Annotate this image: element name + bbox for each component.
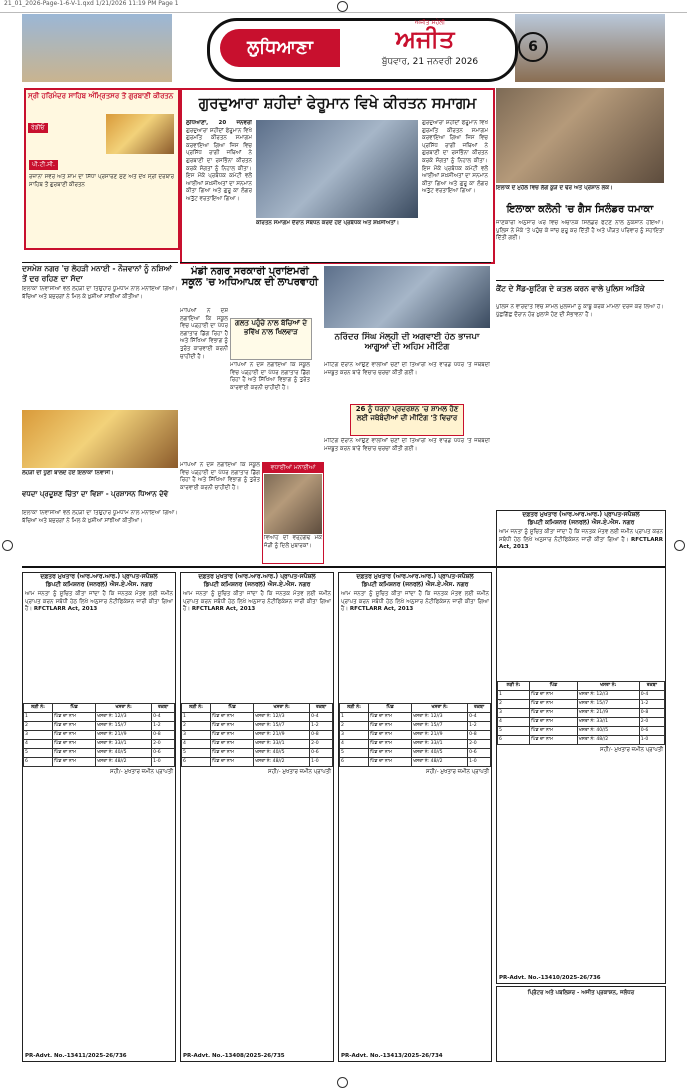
registration-mark-icon — [337, 1077, 348, 1088]
issue-date: ਬੁੱਧਵਾਰ, 21 ਜਨਵਰੀ 2026 — [381, 57, 479, 67]
table-row: 2 ਪਿੰਡ ਦਾ ਨਾਮ ਖਸਰਾ ਨੰ: 15//7 1-2 — [24, 722, 175, 731]
notice-3: ਦਫ਼ਤਰ ਮੁਖਤਾਰ (ਆਰ.ਆਰ.ਆਰ.) ਪ੍ਰਾਪਤ-ਸਪੈਸ਼ਲ ਡਿਪਟੀ ਕਮਿਸ਼ਨਰ (ਜਨਰਲ) ਐਸ.ਏ.ਐਸ. ਨਗਰ ਆਮ ਜਨਤਾ ਨੂੰ ਸੂਚਿਤ ਕੀਤਾ ਜਾਂਦਾ ਹੈ ਕਿ ਜਨਤਕ ਮੰਤਵ ਲਈ ਜ਼ਮੀਨ ਪ੍ਰਾਪਤ ਕਰਨ ਸਬੰਧੀ ਹੇਠ ਲਿਖੇ ਅਨੁਸਾਰ ਨੋਟੀਫਿਕੇਸ਼ਨ ਜਾਰੀ ਕੀਤਾ ਗਿਆ ਹੈ। RFCTLARR Act, 2013 ਲੜੀ ਨੰ: ਪਿੰਡ ਖਸਰਾ ਨੰ: ਰਕਬਾ 1 ਪਿੰਡ ਦਾ ਨਾਮ ਖਸਰਾ ਨੰ: 12//3 0-4 2 ਪਿੰਡ ਦਾ ਨਾਮ ਖਸਰਾ ਨੰ: 15//7 1-2 3 ਪਿੰਡ ਦਾ ਨਾਮ ਖਸਰਾ ਨੰ: 21//9 0-8 4 ਪਿੰਡ ਦਾ ਨਾਮ ਖਸਰਾ ਨੰ: 33//1 2-0 5 ਪਿੰਡ ਦਾ ਨਾਮ ਖਸਰਾ ਨੰ: 40//5 0-6 6 ਪਿੰਡ ਦਾ ਨਾਮ ਖਸਰਾ ਨੰ: 48//2 1-0 ਸਹੀ/- ਮੁਖਤਾਰ ਜ਼ਮੀਨ ਪ੍ਰਾਪਤੀ PR-Advt. No.-13413/2025-26/734 — [338, 572, 492, 1062]
table-row: 3 ਪਿੰਡ ਦਾ ਨਾਮ ਖਸਰਾ ਨੰ: 21//9 0-8 — [182, 731, 333, 740]
lohri-caption: ਲੋਹੜੀ ਦੀ ਧੂਣੀ ਬਾਲਦੇ ਹੋਏ ਇਲਾਕਾ ਨਿਵਾਸੀ। — [22, 470, 114, 476]
table-row: 2 ਪਿੰਡ ਦਾ ਨਾਮ ਖਸਰਾ ਨੰ: 15//7 1-2 — [340, 722, 491, 731]
mid-left-headline: ਦਸਮੇਸ਼ ਨਗਰ 'ਚ ਲੋਹੜੀ ਮਨਾਈ - ਨੌਜਵਾਨਾਂ ਨੂੰ ਨਸ਼ਿਆਂ ਤੋਂ ਦੂਰ ਰਹਿਣ ਦਾ ਸੱਦਾ — [22, 264, 172, 282]
table-row: 3 ਪਿੰਡ ਦਾ ਨਾਮ ਖਸਰਾ ਨੰ: 21//9 0-8 — [24, 731, 175, 740]
notice-1: ਦਫ਼ਤਰ ਮੁਖਤਾਰ (ਆਰ.ਆਰ.ਆਰ.) ਪ੍ਰਾਪਤ-ਸਪੈਸ਼ਲ ਡਿਪਟੀ ਕਮਿਸ਼ਨਰ (ਜਨਰਲ) ਐਸ.ਏ.ਐਸ. ਨਗਰ ਆਮ ਜਨਤਾ ਨੂੰ ਸੂਚਿਤ ਕੀਤਾ ਜਾਂਦਾ ਹੈ ਕਿ ਜਨਤਕ ਮੰਤਵ ਲਈ ਜ਼ਮੀਨ ਪ੍ਰਾਪਤ ਕਰਨ ਸਬੰਧੀ ਹੇਠ ਲਿਖੇ ਅਨੁਸਾਰ ਨੋਟੀਫਿਕੇਸ਼ਨ ਜਾਰੀ ਕੀਤਾ ਗਿਆ ਹੈ। RFCTLARR Act, 2013 ਲੜੀ ਨੰ: ਪਿੰਡ ਖਸਰਾ ਨੰ: ਰਕਬਾ 1 ਪਿੰਡ ਦਾ ਨਾਮ ਖਸਰਾ ਨੰ: 12//3 0-4 2 ਪਿੰਡ ਦਾ ਨਾਮ ਖਸਰਾ ਨੰ: 15//7 1-2 3 ਪਿੰਡ ਦਾ ਨਾਮ ਖਸਰਾ ਨੰ: 21//9 0-8 4 ਪਿੰਡ ਦਾ ਨਾਮ ਖਸਰਾ ਨੰ: 33//1 2-0 5 ਪਿੰਡ ਦਾ ਨਾਮ ਖਸਰਾ ਨੰ: 40//5 0-6 6 ਪਿੰਡ ਦਾ ਨਾਮ ਖਸਰਾ ਨੰ: 48//2 1-0 ਸਹੀ/- ਮੁਖਤਾਰ ਜ਼ਮੀਨ ਪ੍ਰਾਪਤੀ PR-Advt. No.-13411/2025-26/736 — [22, 572, 176, 1062]
table-row: 4 ਪਿੰਡ ਦਾ ਨਾਮ ਖਸਰਾ ਨੰ: 33//1 2-0 — [24, 740, 175, 749]
school-headline: ਮੰਡੀ ਨਗਰ ਸਰਕਾਰੀ ਪ੍ਰਾਇਮਰੀ ਸਕੂਲ 'ਚ ਅਧਿਆਪਕ ਦੀ ਲਾਪਰਵਾਹੀ — [181, 266, 319, 288]
masthead — [22, 14, 665, 82]
notice-table: ਲੜੀ ਨੰ: ਪਿੰਡ ਖਸਰਾ ਨੰ: ਰਕਬਾ 1 ਪਿੰਡ ਦਾ ਨਾਮ ਖਸਰਾ ਨੰ: 12//3 0-4 2 ਪਿੰਡ ਦਾ ਨਾਮ ਖਸਰਾ ਨੰ: 15//7 1-2 3 ਪਿੰਡ ਦਾ ਨਾਮ ਖਸਰਾ ਨੰ: 21//9 0-8 4 ਪਿੰਡ ਦਾ ਨਾਮ ਖਸਰਾ ਨੰ: 33//1 2-0 5 ਪਿੰਡ ਦਾ ਨਾਮ ਖਸਰਾ ਨੰ: 40//5 0-6 6 ਪਿੰਡ ਦਾ ਨਾਮ ਖਸਰਾ ਨੰ: 48//2 1-0 — [339, 703, 491, 767]
table-row: 1 ਪਿੰਡ ਦਾ ਨਾਮ ਖਸਰਾ ਨੰ: 12//3 0-4 — [340, 713, 491, 722]
left-advert — [24, 88, 180, 250]
registration-mark-icon — [2, 540, 13, 551]
notice-signoff: ਸਹੀ/- ਮੁਖਤਾਰ ਜ਼ਮੀਨ ਪ੍ਰਾਪਤੀ — [110, 769, 173, 775]
advert-title: ਸ੍ਰੀ ਹਰਿਮੰਦਰ ਸਾਹਿਬ ਅੰਮ੍ਰਿਤਸਰ ਤੋਂ ਗੁਰਬਾਣੀ ਕੀਰਤਨ — [28, 92, 174, 100]
notice-2: ਦਫ਼ਤਰ ਮੁਖਤਾਰ (ਆਰ.ਆਰ.ਆਰ.) ਪ੍ਰਾਪਤ-ਸਪੈਸ਼ਲ ਡਿਪਟੀ ਕਮਿਸ਼ਨਰ (ਜਨਰਲ) ਐਸ.ਏ.ਐਸ. ਨਗਰ ਆਮ ਜਨਤਾ ਨੂੰ ਸੂਚਿਤ ਕੀਤਾ ਜਾਂਦਾ ਹੈ ਕਿ ਜਨਤਕ ਮੰਤਵ ਲਈ ਜ਼ਮੀਨ ਪ੍ਰਾਪਤ ਕਰਨ ਸਬੰਧੀ ਹੇਠ ਲਿਖੇ ਅਨੁਸਾਰ ਨੋਟੀਫਿਕੇਸ਼ਨ ਜਾਰੀ ਕੀਤਾ ਗਿਆ ਹੈ। RFCTLARR Act, 2013 ਲੜੀ ਨੰ: ਪਿੰਡ ਖਸਰਾ ਨੰ: ਰਕਬਾ 1 ਪਿੰਡ ਦਾ ਨਾਮ ਖਸਰਾ ਨੰ: 12//3 0-4 2 ਪਿੰਡ ਦਾ ਨਾਮ ਖਸਰਾ ਨੰ: 15//7 1-2 3 ਪਿੰਡ ਦਾ ਨਾਮ ਖਸਰਾ ਨੰ: 21//9 0-8 4 ਪਿੰਡ ਦਾ ਨਾਮ ਖਸਰਾ ਨੰ: 33//1 2-0 5 ਪਿੰਡ ਦਾ ਨਾਮ ਖਸਰਾ ਨੰ: 40//5 0-6 6 ਪਿੰਡ ਦਾ ਨਾਮ ਖਸਰਾ ਨੰ: 48//2 1-0 ਸਹੀ/- ਮੁਖਤਾਰ ਜ਼ਮੀਨ ਪ੍ਰਾਪਤੀ PR-Advt. No.-13408/2025-26/735 — [180, 572, 334, 1062]
right-top-photo — [496, 88, 664, 183]
divider — [496, 280, 664, 281]
registration-mark-icon — [337, 1, 348, 12]
table-row: 1 ਪਿੰਡ ਦਾ ਨਾਮ ਖਸਰਾ ਨੰ: 12//3 0-4 — [24, 713, 175, 722]
masthead-logo — [207, 18, 518, 82]
table-row: 6 ਪਿੰਡ ਦਾ ਨਾਮ ਖਸਰਾ ਨੰ: 48//2 1-0 — [24, 758, 175, 767]
pr-ref: PR-Advt. No.-13408/2025-26/735 — [183, 1053, 285, 1059]
notice-4: ਦਫ਼ਤਰ ਮੁਖਤਾਰ (ਆਰ.ਆਰ.ਆਰ.) ਪ੍ਰਾਪਤ-ਸਪੈਸ਼ਲ ਡਿਪਟੀ ਕਮਿਸ਼ਨਰ (ਜਨਰਲ) ਐਸ.ਏ.ਐਸ. ਨਗਰ ਆਮ ਜਨਤਾ ਨੂੰ ਸੂਚਿਤ ਕੀਤਾ ਜਾਂਦਾ ਹੈ ਕਿ ਜਨਤਕ ਮੰਤਵ ਲਈ ਜ਼ਮੀਨ ਪ੍ਰਾਪਤ ਕਰਨ ਸਬੰਧੀ ਹੇਠ ਲਿਖੇ ਅਨੁਸਾਰ ਨੋਟੀਫਿਕੇਸ਼ਨ ਜਾਰੀ ਕੀਤਾ ਗਿਆ ਹੈ। RFCTLARR Act, 2013 ਲੜੀ ਨੰ: ਪਿੰਡ ਖਸਰਾ ਨੰ: ਰਕਬਾ 1 ਪਿੰਡ ਦਾ ਨਾਮ ਖਸਰਾ ਨੰ: 12//3 0-4 2 ਪਿੰਡ ਦਾ ਨਾਮ ਖਸਰਾ ਨੰ: 15//7 1-2 3 ਪਿੰਡ ਦਾ ਨਾਮ ਖਸਰਾ ਨੰ: 21//9 0-8 4 ਪਿੰਡ ਦਾ ਨਾਮ ਖਸਰਾ ਨੰ: 33//1 2-0 5 ਪਿੰਡ ਦਾ ਨਾਮ ਖਸਰਾ ਨੰ: 40//5 0-6 6 ਪਿੰਡ ਦਾ ਨਾਮ ਖਸਰਾ ਨੰ: 48//2 1-0 ਸਹੀ/- ਮੁਖਤਾਰ ਜ਼ਮੀਨ ਪ੍ਰਾਪਤੀ PR-Advt. No.-13410/2025-26/736 — [496, 510, 666, 984]
lohri-photo — [22, 410, 178, 468]
page-number: 6 — [518, 32, 548, 62]
notice-table: ਲੜੀ ਨੰ: ਪਿੰਡ ਖਸਰਾ ਨੰ: ਰਕਬਾ 1 ਪਿੰਡ ਦਾ ਨਾਮ ਖਸਰਾ ਨੰ: 12//3 0-4 2 ਪਿੰਡ ਦਾ ਨਾਮ ਖਸਰਾ ਨੰ: 15//7 1-2 3 ਪਿੰਡ ਦਾ ਨਾਮ ਖਸਰਾ ਨੰ: 21//9 0-8 4 ਪਿੰਡ ਦਾ ਨਾਮ ਖਸਰਾ ਨੰ: 33//1 2-0 5 ਪਿੰਡ ਦਾ ਨਾਮ ਖਸਰਾ ਨੰ: 40//5 0-6 6 ਪਿੰਡ ਦਾ ਨਾਮ ਖਸਰਾ ਨੰ: 48//2 1-0 — [181, 703, 333, 767]
lead-dateline: ਲੁਧਿਆਣਾ, 20 ਜਨਵਰੀ — [186, 120, 252, 126]
lead-photo — [256, 120, 418, 218]
table-row: 5 ਪਿੰਡ ਦਾ ਨਾਮ ਖਸਰਾ ਨੰ: 40//5 0-6 — [340, 749, 491, 758]
divider — [180, 262, 491, 263]
section-name: ਲੁਧਿਆਣਾ — [220, 29, 340, 67]
right-top-headline: ਇਲਾਕਾ ਕਲੋਨੀ 'ਚ ਗੈਸ ਸਿਲੰਡਰ ਧਮਾਕਾ — [506, 204, 654, 215]
lead-body-col2: ਗੁਰਦੁਆਰਾ ਸ਼ਹੀਦਾਂ ਫੇਰੂਮਾਨ ਵਿਖੇ ਗੁਰਮਤਿ ਕੀਰਤਨ ਸਮਾਗਮ ਕਰਵਾਇਆ ਗਿਆ ਜਿਸ ਵਿਚ ਪ੍ਰਸਿੱਧ ਰਾਗੀ ਜਥਿਆਂ ਨੇ ਗੁਰਬਾਣੀ ਦਾ ਰਸਭਿੰਨਾ ਕੀਰਤਨ ਕਰਕੇ ਸੰਗਤਾਂ ਨੂੰ ਨਿਹਾਲ ਕੀਤਾ। ਇਸ ਮੌਕੇ ਪ੍ਰਬੰਧਕ ਕਮੇਟੀ ਵਲੋਂ ਆਈਆਂ ਸ਼ਖ਼ਸੀਅਤਾਂ ਦਾ ਸਨਮਾਨ ਕੀਤਾ ਗਿਆ ਅਤੇ ਗੁਰੂ ਕਾ ਲੰਗਰ ਅਤੁੱਟ ਵਰਤਾਇਆ ਗਿਆ। — [422, 120, 488, 195]
table-row: 6 ਪਿੰਡ ਦਾ ਨਾਮ ਖਸਰਾ ਨੰ: 48//2 1-0 — [182, 758, 333, 767]
table-row: 4 ਪਿੰਡ ਦਾ ਨਾਮ ਖਸਰਾ ਨੰ: 33//1 2-0 — [498, 718, 665, 727]
mid-left-body: ਇਲਾਕਾ ਨਿਵਾਸੀਆਂ ਵਲੋਂ ਲੋਹੜੀ ਦਾ ਤਿਉਹਾਰ ਧੂਮਧਾਮ ਨਾਲ ਮਨਾਇਆ ਗਿਆ। ਬੱਚਿਆਂ ਅਤੇ ਬਜ਼ੁਰਗਾਂ ਨੇ ਮਿਲ ਕੇ ਖ਼ੁਸ਼ੀਆਂ ਸਾਂਝੀਆਂ ਕੀਤੀਆਂ। — [22, 286, 178, 300]
right-top-caption: ਇਲਾਕੇ ਦੇ ਮੁਹੱਲੇ ਵਿਚ ਲੱਗੇ ਕੂੜੇ ਦੇ ਢੇਰ ਅਤੇ ਪ੍ਰੇਸ਼ਾਨ ਲੋਕ। — [496, 185, 613, 191]
right-mid-headline: ਕੈਂਟ ਦੇ ਸੈਂਡ-ਸ਼ੂਟਿੰਗ ਦੇ ਕਤਲ ਕਰਨ ਵਾਲੇ ਪੁਲਿਸ ਅੜਿੱਕੇ — [496, 284, 645, 293]
table-row: 1 ਪਿੰਡ ਦਾ ਨਾਮ ਖਸਰਾ ਨੰ: 12//3 0-4 — [182, 713, 333, 722]
bjp-body: ਮੀਟਿੰਗ ਦੌਰਾਨ ਆਉਣ ਵਾਲੀਆਂ ਚੋਣਾਂ ਦੀ ਤਿਆਰੀ ਅਤੇ ਵਾਰਡ ਪੱਧਰ 'ਤੇ ਜਥੇਬੰਦੀ ਮਜ਼ਬੂਤ ਕਰਨ ਬਾਰੇ ਵਿਚਾਰ ਚਰਚਾ ਕੀਤੀ ਗਈ। — [324, 362, 490, 376]
advert-body: ਰੋਜ਼ਾਨਾ ਸਵੇਰੇ ਅਤੇ ਸ਼ਾਮ ਦਾ ਸਿੱਧਾ ਪ੍ਰਸਾਰਣ ਸੁਣੋ ਅਤੇ ਦੇਖੋ ਸ੍ਰੀ ਦਰਬਾਰ ਸਾਹਿਬ ਤੋਂ ਗੁਰਬਾਣੀ ਕੀਰਤਨ — [29, 174, 174, 188]
masthead-photo-left — [22, 14, 172, 82]
table-row: 2 ਪਿੰਡ ਦਾ ਨਾਮ ਖਸਰਾ ਨੰ: 15//7 1-2 — [498, 700, 665, 709]
table-row: 6 ਪਿੰਡ ਦਾ ਨਾਮ ਖਸਰਾ ਨੰ: 48//2 1-0 — [498, 736, 665, 745]
bjp-headline: ਨਰਿੰਦਰ ਸਿੰਘ ਮੱਲ੍ਹੀ ਦੀ ਅਗਵਾਈ ਹੇਠ ਭਾਜਪਾ ਆਗੂਆਂ ਦੀ ਅਹਿਮ ਮੀਟਿੰਗ — [334, 332, 480, 352]
advert-label-radio: ਰੇਡੀਓ — [28, 123, 48, 133]
lead-story — [180, 88, 495, 264]
pr-ref: PR-Advt. No.-13410/2025-26/736 — [499, 975, 601, 981]
mid-left-body2: ਇਲਾਕਾ ਨਿਵਾਸੀਆਂ ਵਲੋਂ ਲੋਹੜੀ ਦਾ ਤਿਉਹਾਰ ਧੂਮਧਾਮ ਨਾਲ ਮਨਾਇਆ ਗਿਆ। ਬੱਚਿਆਂ ਅਤੇ ਬਜ਼ੁਰਗਾਂ ਨੇ ਮਿਲ ਕੇ ਖ਼ੁਸ਼ੀਆਂ ਸਾਂਝੀਆਂ ਕੀਤੀਆਂ। — [22, 510, 178, 524]
table-row: 5 ਪਿੰਡ ਦਾ ਨਾਮ ਖਸਰਾ ਨੰ: 40//5 0-6 — [182, 749, 333, 758]
table-row: 4 ਪਿੰਡ ਦਾ ਨਾਮ ਖਸਰਾ ਨੰ: 33//1 2-0 — [340, 740, 491, 749]
table-row: 3 ਪਿੰਡ ਦਾ ਨਾਮ ਖਸਰਾ ਨੰ: 21//9 0-8 — [498, 709, 665, 718]
anniversary-caption: ਵਿਆਹ ਦੀ ਵਰ੍ਹੇਗੰਢ ਮੌਕੇ ਜੋੜੀ ਨੂੰ ਦਿਲੋਂ ਮੁਬਾਰਕਾਂ। — [264, 535, 322, 549]
pr-ref: PR-Advt. No.-13411/2025-26/736 — [25, 1053, 127, 1059]
table-row: 6 ਪਿੰਡ ਦਾ ਨਾਮ ਖਸਰਾ ਨੰ: 48//2 1-0 — [340, 758, 491, 767]
pr-ref: PR-Advt. No.-13413/2025-26/734 — [341, 1053, 443, 1059]
brand-name: ਅਜੀਤ — [395, 25, 455, 53]
imprint-box — [496, 986, 666, 1062]
lead-caption: ਕੀਰਤਨ ਸਮਾਗਮ ਦੌਰਾਨ ਸੰਬੋਧਨ ਕਰਦੇ ਹੋਏ ਪ੍ਰਬੰਧਕ ਅਤੇ ਸ਼ਖ਼ਸੀਅਤਾਂ। — [256, 220, 400, 226]
divider — [22, 262, 178, 263]
table-row: 4 ਪਿੰਡ ਦਾ ਨਾਮ ਖਸਰਾ ਨੰ: 33//1 2-0 — [182, 740, 333, 749]
bjp-meeting-photo — [324, 266, 490, 328]
bjp-subhead: 26 ਨੂੰ ਧਰਨਾ ਪ੍ਰਦਰਸ਼ਨ 'ਚ ਸ਼ਾਮਲ ਹੋਣ ਲਈ ਜਥੇਬੰਦੀਆਂ ਦੀ ਮੀਟਿੰਗ 'ਤੇ ਵਿਚਾਰ — [350, 404, 464, 436]
lead-headline: ਗੁਰਦੁਆਰਾ ਸ਼ਹੀਦਾਂ ਫੇਰੂਮਾਨ ਵਿਖੇ ਕੀਰਤਨ ਸਮਾਗਮ — [198, 94, 477, 112]
advert-label-ptc: ਪੀ.ਟੀ.ਸੀ. — [29, 160, 58, 170]
anniversary-box — [262, 462, 324, 564]
notice-table: ਲੜੀ ਨੰ: ਪਿੰਡ ਖਸਰਾ ਨੰ: ਰਕਬਾ 1 ਪਿੰਡ ਦਾ ਨਾਮ ਖਸਰਾ ਨੰ: 12//3 0-4 2 ਪਿੰਡ ਦਾ ਨਾਮ ਖਸਰਾ ਨੰ: 15//7 1-2 3 ਪਿੰਡ ਦਾ ਨਾਮ ਖਸਰਾ ਨੰ: 21//9 0-8 4 ਪਿੰਡ ਦਾ ਨਾਮ ਖਸਰਾ ਨੰ: 33//1 2-0 5 ਪਿੰਡ ਦਾ ਨਾਮ ਖਸਰਾ ਨੰ: 40//5 0-6 6 ਪਿੰਡ ਦਾ ਨਾਮ ਖਸਰਾ ਨੰ: 48//2 1-0 — [497, 681, 665, 745]
print-slug: 21_01_2026-Page-1-6-V-1.qxd 1/21/2026 11:19 PM Page 1 — [0, 0, 687, 13]
couple-photo — [264, 474, 322, 534]
table-row: 5 ਪਿੰਡ ਦਾ ਨਾਮ ਖਸਰਾ ਨੰ: 40//5 0-6 — [24, 749, 175, 758]
school-body-col1: ਮਾਪਿਆਂ ਨੇ ਦੋਸ਼ ਲਗਾਇਆ ਕਿ ਸਕੂਲ ਵਿਚ ਪੜ੍ਹਾਈ ਦਾ ਪੱਧਰ ਲਗਾਤਾਰ ਡਿੱਗ ਰਿਹਾ ਹੈ ਅਤੇ ਸਿੱਖਿਆ ਵਿਭਾਗ ਨੂੰ ਤੁਰੰਤ ਕਾਰਵਾਈ ਕਰਨੀ ਚਾਹੀਦੀ ਹੈ। — [180, 308, 228, 360]
school-body-col2: ਮਾਪਿਆਂ ਨੇ ਦੋਸ਼ ਲਗਾਇਆ ਕਿ ਸਕੂਲ ਵਿਚ ਪੜ੍ਹਾਈ ਦਾ ਪੱਧਰ ਲਗਾਤਾਰ ਡਿੱਗ ਰਿਹਾ ਹੈ ਅਤੇ ਸਿੱਖਿਆ ਵਿਭਾਗ ਨੂੰ ਤੁਰੰਤ ਕਾਰਵਾਈ ਕਰਨੀ ਚਾਹੀਦੀ ਹੈ। — [230, 362, 310, 391]
bjp-body2: ਮੀਟਿੰਗ ਦੌਰਾਨ ਆਉਣ ਵਾਲੀਆਂ ਚੋਣਾਂ ਦੀ ਤਿਆਰੀ ਅਤੇ ਵਾਰਡ ਪੱਧਰ 'ਤੇ ਜਥੇਬੰਦੀ ਮਜ਼ਬੂਤ ਕਰਨ ਬਾਰੇ ਵਿਚਾਰ ਚਰਚਾ ਕੀਤੀ ਗਈ। — [324, 438, 490, 452]
lead-body-col1: ਲੁਧਿਆਣਾ, 20 ਜਨਵਰੀ ਗੁਰਦੁਆਰਾ ਸ਼ਹੀਦਾਂ ਫੇਰੂਮਾਨ ਵਿਖੇ ਗੁਰਮਤਿ ਕੀਰਤਨ ਸਮਾਗਮ ਕਰਵਾਇਆ ਗਿਆ ਜਿਸ ਵਿਚ ਪ੍ਰਸਿੱਧ ਰਾਗੀ ਜਥਿਆਂ ਨੇ ਗੁਰਬਾਣੀ ਦਾ ਰਸਭਿੰਨਾ ਕੀਰਤਨ ਕਰਕੇ ਸੰਗਤਾਂ ਨੂੰ ਨਿਹਾਲ ਕੀਤਾ। ਇਸ ਮੌਕੇ ਪ੍ਰਬੰਧਕ ਕਮੇਟੀ ਵਲੋਂ ਆਈਆਂ ਸ਼ਖ਼ਸੀਅਤਾਂ ਦਾ ਸਨਮਾਨ ਕੀਤਾ ਗਿਆ ਅਤੇ ਗੁਰੂ ਕਾ ਲੰਗਰ ਅਤੁੱਟ ਵਰਤਾਇਆ ਗਿਆ। — [186, 120, 252, 202]
registration-mark-icon — [674, 540, 685, 551]
anniversary-label: ਵਧਾਈਆਂ ਮਨਾਈਆਂ — [263, 463, 323, 473]
notice-intro: ਆਮ ਜਨਤਾ ਨੂੰ ਸੂਚਿਤ ਕੀਤਾ ਜਾਂਦਾ ਹੈ ਕਿ ਜਨਤਕ ਮੰਤਵ ਲਈ ਜ਼ਮੀਨ ਪ੍ਰਾਪਤ ਕਰਨ ਸਬੰਧੀ ਹੇਠ ਲਿਖੇ ਅਨੁਸਾਰ ਨੋਟੀਫਿਕੇਸ਼ਨ ਜਾਰੀ ਕੀਤਾ ਗਿਆ ਹੈ। RFCTLARR Act, 2013 — [25, 591, 173, 613]
mid-left-headline2: ਵਧਦਾ ਪ੍ਰਦੂਸ਼ਣ ਚਿੰਤਾ ਦਾ ਵਿਸ਼ਾ - ਪ੍ਰਸ਼ਾਸਨ ਧਿਆਨ ਦੇਵੇ — [22, 490, 169, 498]
table-row: 3 ਪਿੰਡ ਦਾ ਨਾਮ ਖਸਰਾ ਨੰ: 21//9 0-8 — [340, 731, 491, 740]
right-mid-body: ਪੁਲਿਸ ਨੇ ਵਾਰਦਾਤ ਵਿਚ ਸ਼ਾਮਲ ਮੁਲਜ਼ਮਾਂ ਨੂੰ ਕਾਬੂ ਕਰਕੇ ਮਾਮਲਾ ਦਰਜ ਕਰ ਲਿਆ ਹੈ। ਪੁੱਛਗਿੱਛ ਦੌਰਾਨ ਹੋਰ ਖ਼ੁਲਾਸੇ ਹੋਣ ਦੀ ਸੰਭਾਵਨਾ ਹੈ। — [496, 304, 664, 318]
supertag: ਅਜੀਤ ਸਹੇਲੀ — [414, 19, 446, 26]
golden-temple-photo — [106, 114, 174, 154]
table-row: 5 ਪਿੰਡ ਦਾ ਨਾਮ ਖਸਰਾ ਨੰ: 40//5 0-6 — [498, 727, 665, 736]
school-pullquote: ਗਲਤ ਪਹੁੰਚੇ ਨਾਲ ਬੱਚਿਆਂ ਦੇ ਭਵਿੱਖ ਨਾਲ ਖਿਲਵਾੜ — [230, 318, 312, 360]
right-top-body: ਜਾਣਕਾਰੀ ਅਨੁਸਾਰ ਘਰ ਵਿਚ ਅਚਾਨਕ ਸਿਲੰਡਰ ਫਟਣ ਨਾਲ ਨੁਕਸਾਨ ਹੋਇਆ। ਪੁਲਿਸ ਨੇ ਮੌਕੇ 'ਤੇ ਪਹੁੰਚ ਕੇ ਜਾਂਚ ਸ਼ੁਰੂ ਕਰ ਦਿੱਤੀ ਹੈ ਅਤੇ ਪੀੜਤ ਪਰਿਵਾਰ ਨੂੰ ਸਹਾਇਤਾ ਦਿੱਤੀ ਗਈ। — [496, 220, 664, 242]
imprint-text: ਪ੍ਰਿੰਟਰ ਅਤੇ ਪਬਲਿਸ਼ਰ - ਅਜੀਤ ਪ੍ਰਕਾਸ਼ਨ, ਜਲੰਧਰ — [527, 990, 635, 996]
table-row: 2 ਪਿੰਡ ਦਾ ਨਾਮ ਖਸਰਾ ਨੰ: 15//7 1-2 — [182, 722, 333, 731]
school-body-col3: ਮਾਪਿਆਂ ਨੇ ਦੋਸ਼ ਲਗਾਇਆ ਕਿ ਸਕੂਲ ਵਿਚ ਪੜ੍ਹਾਈ ਦਾ ਪੱਧਰ ਲਗਾਤਾਰ ਡਿੱਗ ਰਿਹਾ ਹੈ ਅਤੇ ਸਿੱਖਿਆ ਵਿਭਾਗ ਨੂੰ ਤੁਰੰਤ ਕਾਰਵਾਈ ਕਰਨੀ ਚਾਹੀਦੀ ਹੈ। — [180, 462, 260, 491]
table-row: 1 ਪਿੰਡ ਦਾ ਨਾਮ ਖਸਰਾ ਨੰ: 12//3 0-4 — [498, 691, 665, 700]
notice-table: ਲੜੀ ਨੰ: ਪਿੰਡ ਖਸਰਾ ਨੰ: ਰਕਬਾ 1 ਪਿੰਡ ਦਾ ਨਾਮ ਖਸਰਾ ਨੰ: 12//3 0-4 2 ਪਿੰਡ ਦਾ ਨਾਮ ਖਸਰਾ ਨੰ: 15//7 1-2 3 ਪਿੰਡ ਦਾ ਨਾਮ ਖਸਰਾ ਨੰ: 21//9 0-8 4 ਪਿੰਡ ਦਾ ਨਾਮ ਖਸਰਾ ਨੰ: 33//1 2-0 5 ਪਿੰਡ ਦਾ ਨਾਮ ਖਸਰਾ ਨੰ: 40//5 0-6 6 ਪਿੰਡ ਦਾ ਨਾਮ ਖਸਰਾ ਨੰ: 48//2 1-0 — [23, 703, 175, 767]
